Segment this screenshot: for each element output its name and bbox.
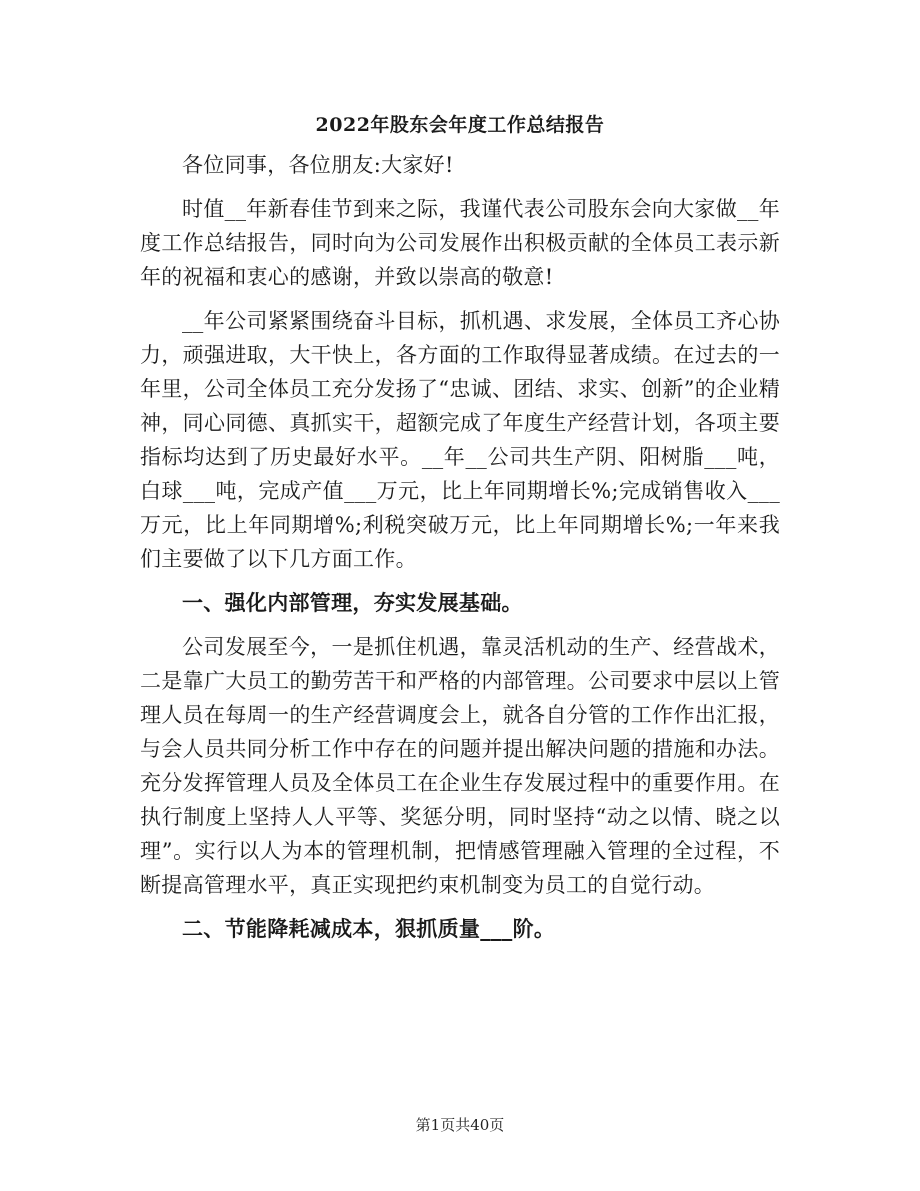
document-body — [140, 148, 780, 946]
document-title: 2022年股东会年度工作总结报告 — [315, 114, 605, 136]
paragraph-achievements: __年公司紧紧围绕奋斗目标，抓机遇、求发展，全体员工齐心协力，顽强进取，大干快上，各方面的工作取得显著成绩。在过去的一年里，公司全体员工充分发扬了“忠诚、团结、求实、创新”的企业精神，同心同德、真抓实干，超额完成了年度生产经营计划，各项主要指标均达到了历史最好水平。__年__公司共生产阴、阳树脂___吨，白球___吨，完成产值___万元，比上年同期增长%;完成销售收入___万元，比上年同期增%;利税突破万元，比上年同期增长%;一年来我们主要做了以下几方面工作。 — [140, 309, 780, 571]
paragraph-intro: 时值__年新春佳节到来之际，我谨代表公司股东会向大家做__年度工作总结报告，同时向为公司发展作出积极贡献的全体员工表示新年的祝福和衷心的感谢，并致以崇高的敬意! — [140, 197, 780, 289]
section-body-1: 公司发展至今，一是抓住机遇，靠灵活机动的生产、经营战术，二是靠广大员工的勤劳苦干和严格的内部管理。公司要求中层以上管理人员在每周一的生产经营调度会上，就各自分管的工作作出汇报，与会人员共同分析工作中存在的问题并提出解决问题的措施和办法。充分发挥管理人员及全体员工在企业生存发展过程中的重要作用。在执行制度上坚持人人平等、奖惩分明，同时坚持“动之以情、晓之以理”。实行以人为本的管理机制，把情感管理融入管理的全过程，不断提高管理水平，真正实现把约束机制变为员工的自觉行动。 — [140, 635, 780, 897]
section-heading-1: 一、强化内部管理，夯实发展基础。 — [182, 590, 523, 615]
greeting: 各位同事，各位朋友:大家好! — [182, 153, 454, 177]
section-heading-2: 二、节能降耗减成本，狠抓质量___阶。 — [182, 916, 556, 941]
page-number: 第1页共40页 — [415, 1116, 505, 1134]
